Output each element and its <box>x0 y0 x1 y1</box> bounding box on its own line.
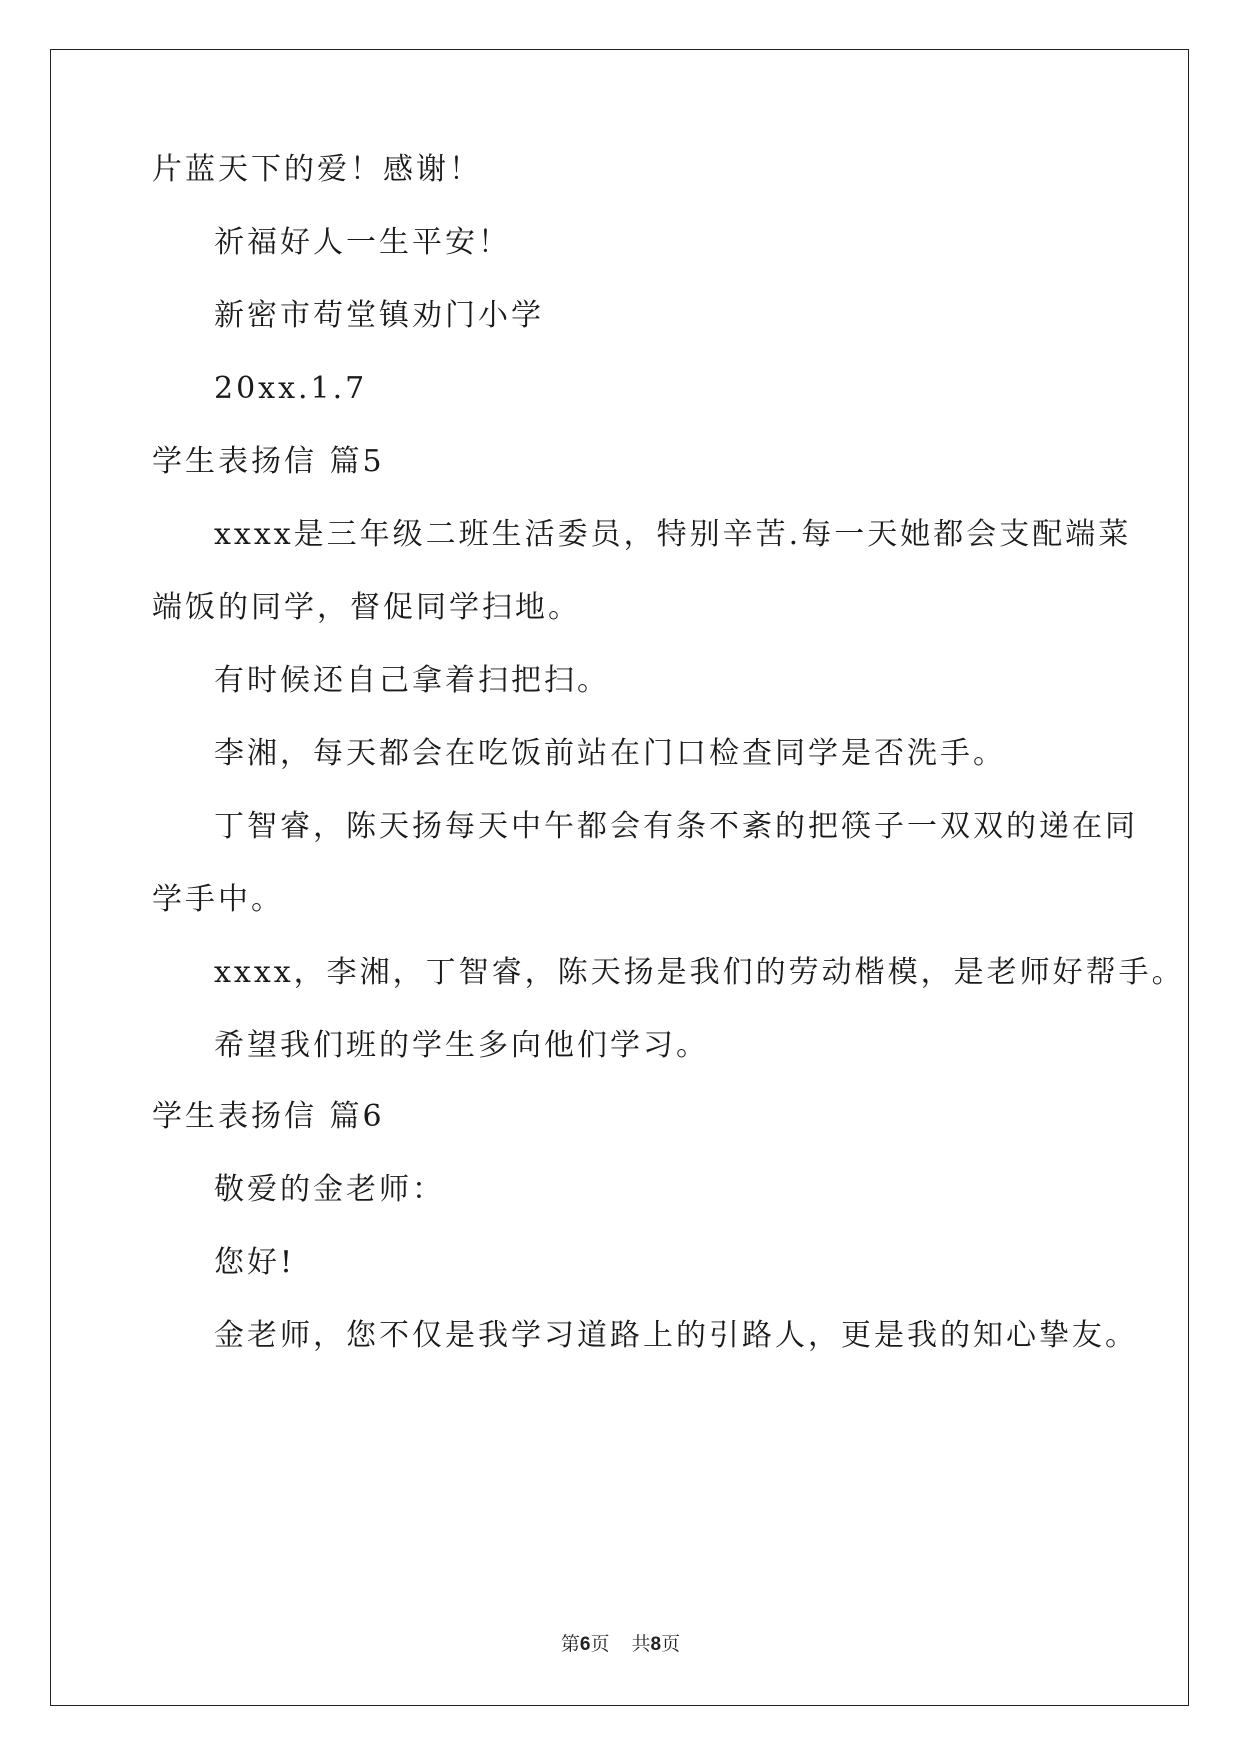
text-line-date: 20xx.1.7 <box>214 371 368 406</box>
paragraph-line: 端饭的同学，督促同学扫地。 <box>152 590 581 625</box>
total-pages-suffix: 页 <box>661 1633 681 1655</box>
text-line-blessing: 祈福好人一生平安！ <box>214 225 511 260</box>
text-line-continuation: 片蓝天下的爱！感谢！ <box>152 152 482 187</box>
total-pages-prefix: 共 <box>631 1633 651 1655</box>
paragraph-line: 丁智睿，陈天扬每天中午都会有条不紊的把筷子一双双的递在同 <box>214 809 1138 844</box>
paragraph-line: 金老师，您不仅是我学习道路上的引路人，更是我的知心挚友。 <box>214 1318 1138 1353</box>
paragraph-line: 有时候还自己拿着扫把扫。 <box>214 663 610 698</box>
letter-greeting: 您好! <box>214 1245 296 1280</box>
paragraph-line: 希望我们班的学生多向他们学习。 <box>214 1028 709 1063</box>
section-heading-6: 学生表扬信 篇6 <box>152 1099 385 1134</box>
paragraph-line: 学手中。 <box>152 882 284 917</box>
page-number-suffix: 页 <box>590 1633 610 1655</box>
section-heading-5: 学生表扬信 篇5 <box>152 444 385 479</box>
paragraph-line: 李湘，每天都会在吃饭前站在门口检查同学是否洗手。 <box>214 736 1006 771</box>
page-footer <box>0 1632 1241 1657</box>
paragraph-line: xxxx，李湘，丁智睿，陈天扬是我们的劳动楷模，是老师好帮手。 <box>214 955 1185 990</box>
page-number-prefix: 第 <box>560 1633 580 1655</box>
text-line-school-signature: 新密市苟堂镇劝门小学 <box>214 298 544 333</box>
total-page-count: 8 <box>650 1634 662 1655</box>
letter-salutation: 敬爱的金老师： <box>214 1172 445 1207</box>
paragraph-line: xxxx是三年级二班生活委员，特别辛苦.每一天她都会支配端菜 <box>214 517 1132 552</box>
current-page-number: 6 <box>579 1634 591 1655</box>
